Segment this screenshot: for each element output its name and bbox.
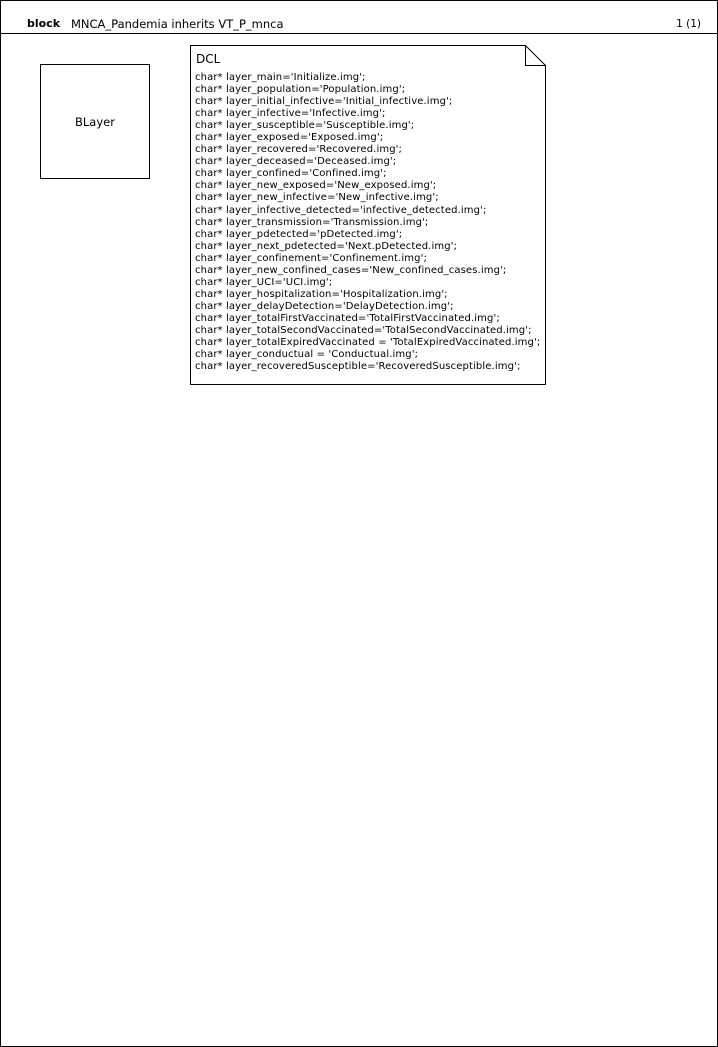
declaration-line: char* layer_susceptible='Susceptible.img'; bbox=[195, 120, 415, 132]
dcl-note[interactable] bbox=[190, 45, 546, 385]
note-declaration-list bbox=[195, 72, 542, 373]
declaration-line: char* layer_next_pdetected='Next.pDetected.img'; bbox=[195, 240, 458, 252]
declaration-line: char* layer_new_infective='New_infective.img'; bbox=[195, 192, 439, 204]
declaration-line: char* layer_confinement='Confinement.img'; bbox=[195, 252, 427, 264]
declaration-line: char* layer_transmission='Transmission.img'; bbox=[195, 216, 429, 228]
declaration-line: char* layer_delayDetection='DelayDetection.img'; bbox=[195, 300, 454, 312]
declaration-line: char* layer_infective='Infective.img'; bbox=[195, 108, 386, 120]
declaration-line: char* layer_new_exposed='New_exposed.img'; bbox=[195, 180, 437, 192]
declaration-line: char* layer_pdetected='pDetected.img'; bbox=[195, 228, 403, 240]
declaration-line: char* layer_new_confined_cases='New_confined_cases.img'; bbox=[195, 264, 507, 276]
declaration-line: char* layer_confined='Confined.img'; bbox=[195, 168, 387, 180]
declaration-line: char* layer_totalSecondVaccinated='TotalSecondVaccinated.img'; bbox=[195, 324, 532, 336]
declaration-line: char* layer_UCI='UCI.img'; bbox=[195, 276, 333, 288]
block-blayer[interactable] bbox=[40, 64, 150, 179]
diagram-frame-header bbox=[1, 1, 717, 33]
declaration-line: char* layer_population='Population.img'; bbox=[195, 84, 406, 96]
page-number: 1 (1) bbox=[676, 18, 701, 30]
note-title: DCL bbox=[196, 52, 221, 66]
declaration-line: char* layer_totalExpiredVaccinated = 'TotalExpiredVaccinated.img'; bbox=[195, 337, 541, 349]
block-blayer-label: BLayer bbox=[75, 114, 115, 129]
page-title: MNCA_Pandemia inherits VT_P_mnca bbox=[71, 17, 284, 31]
declaration-line: char* layer_infective_detected='infective_detected.img'; bbox=[195, 204, 487, 216]
declaration-line: char* layer_recovered='Recovered.img'; bbox=[195, 144, 403, 156]
declaration-line: char* layer_initial_infective='Initial_infective.img'; bbox=[195, 96, 453, 108]
declaration-line: char* layer_recoveredSusceptible='RecoveredSusceptible.img'; bbox=[195, 361, 521, 373]
declaration-line: char* layer_deceased='Deceased.img'; bbox=[195, 156, 397, 168]
frame-kind-label: block bbox=[27, 17, 61, 30]
header-divider bbox=[1, 33, 717, 34]
declaration-line: char* layer_conductual = 'Conductual.img'; bbox=[195, 349, 419, 361]
declaration-line: char* layer_totalFirstVaccinated='TotalFirstVaccinated.img'; bbox=[195, 312, 500, 324]
declaration-line: char* layer_hospitalization='Hospitalization.img'; bbox=[195, 288, 448, 300]
declaration-line: char* layer_main='Initialize.img'; bbox=[195, 72, 366, 83]
declaration-line: char* layer_exposed='Exposed.img'; bbox=[195, 132, 384, 144]
